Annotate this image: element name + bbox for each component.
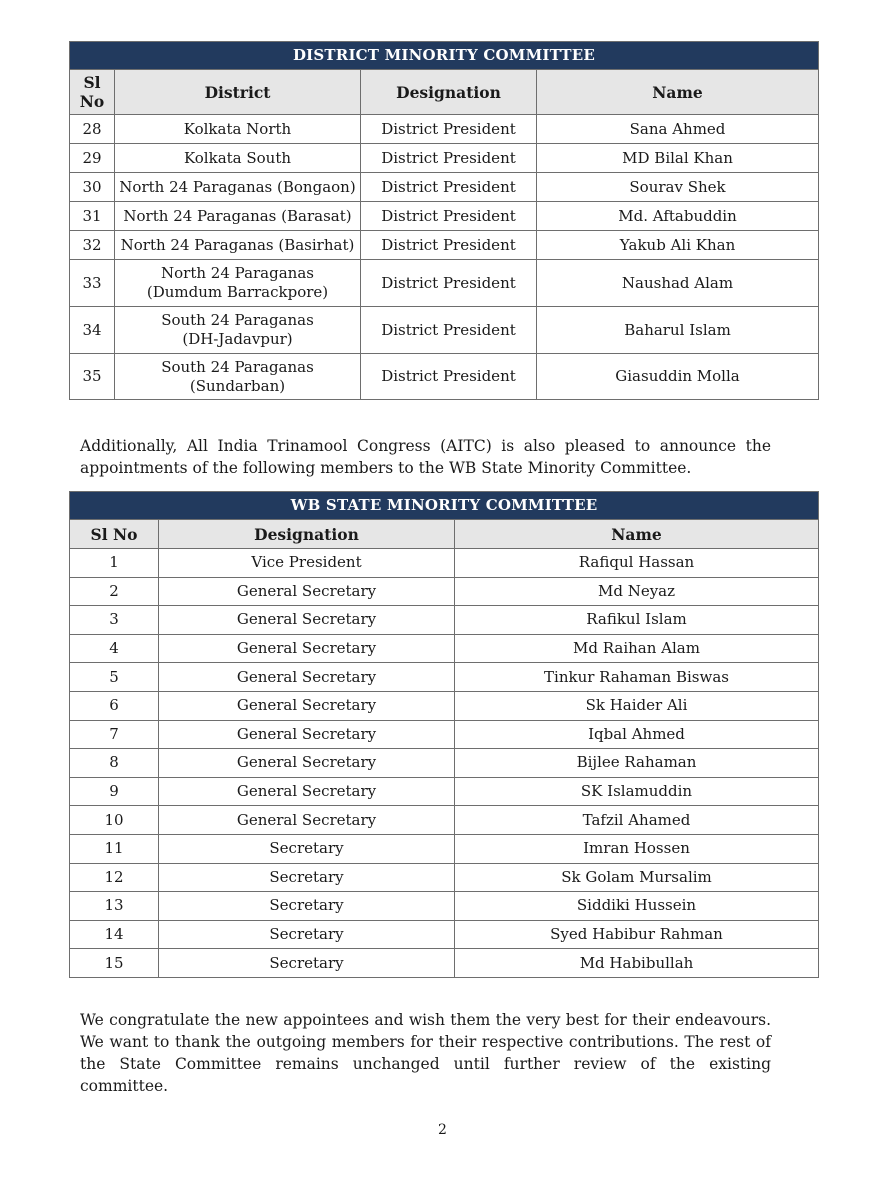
cell-sl: 10	[70, 806, 159, 835]
cell-name: Sk Golam Mursalim	[455, 863, 819, 892]
cell-district: North 24 Paraganas (Bongaon)	[115, 173, 361, 202]
cell-designation: District President	[361, 144, 537, 173]
cell-designation: Secretary	[159, 892, 455, 921]
header-name: Name	[537, 70, 819, 115]
cell-sl: 29	[70, 144, 115, 173]
cell-sl: 28	[70, 115, 115, 144]
header-designation: Designation	[159, 520, 455, 549]
table-row	[70, 663, 819, 692]
table-row	[70, 691, 819, 720]
cell-designation: General Secretary	[159, 691, 455, 720]
cell-name: Rafikul Islam	[455, 606, 819, 635]
header-sl-no-label: Sl No	[79, 73, 105, 111]
cell-sl: 8	[70, 749, 159, 778]
cell-designation: Secretary	[159, 834, 455, 863]
cell-sl: 12	[70, 863, 159, 892]
cell-district: South 24 Paraganas (Sundarban)	[115, 354, 361, 400]
cell-sl: 6	[70, 691, 159, 720]
table-row	[70, 892, 819, 921]
table-row	[70, 777, 819, 806]
cell-sl: 1	[70, 549, 159, 578]
cell-designation: Vice President	[159, 549, 455, 578]
cell-designation: General Secretary	[159, 720, 455, 749]
cell-name: Sourav Shek	[537, 173, 819, 202]
cell-sl: 14	[70, 920, 159, 949]
table-row	[70, 173, 819, 202]
cell-designation: General Secretary	[159, 777, 455, 806]
cell-name: Giasuddin Molla	[537, 354, 819, 400]
cell-designation: General Secretary	[159, 749, 455, 778]
table-row	[70, 231, 819, 260]
state-table-title: WB STATE MINORITY COMMITTEE	[70, 492, 819, 520]
table-row	[70, 115, 819, 144]
cell-name: Yakub Ali Khan	[537, 231, 819, 260]
cell-district: Kolkata South	[115, 144, 361, 173]
cell-name: SK Islamuddin	[455, 777, 819, 806]
page-number: 2	[438, 1122, 447, 1138]
cell-designation: General Secretary	[159, 806, 455, 835]
table-row	[70, 720, 819, 749]
cell-designation: District President	[361, 115, 537, 144]
state-minority-committee-table	[69, 491, 819, 978]
table-row	[70, 634, 819, 663]
table-row	[70, 354, 819, 400]
cell-district: North 24 Paraganas (Barasat)	[115, 202, 361, 231]
cell-sl: 5	[70, 663, 159, 692]
cell-name: Md Raihan Alam	[455, 634, 819, 663]
cell-designation: General Secretary	[159, 606, 455, 635]
cell-name: Baharul Islam	[537, 307, 819, 354]
cell-sl: 9	[70, 777, 159, 806]
cell-name: Iqbal Ahmed	[455, 720, 819, 749]
cell-name: Syed Habibur Rahman	[455, 920, 819, 949]
cell-designation: Secretary	[159, 863, 455, 892]
table-row	[70, 863, 819, 892]
table-row	[70, 307, 819, 354]
table-row	[70, 806, 819, 835]
header-name: Name	[455, 520, 819, 549]
cell-designation: District President	[361, 202, 537, 231]
cell-designation: District President	[361, 260, 537, 307]
cell-district: Kolkata North	[115, 115, 361, 144]
table-row	[70, 549, 819, 578]
table-row	[70, 606, 819, 635]
cell-name: Sana Ahmed	[537, 115, 819, 144]
cell-district: South 24 Paraganas (DH-Jadavpur)	[115, 307, 361, 354]
cell-name: Siddiki Hussein	[455, 892, 819, 921]
cell-sl: 3	[70, 606, 159, 635]
cell-sl: 32	[70, 231, 115, 260]
cell-designation: General Secretary	[159, 663, 455, 692]
cell-sl: 34	[70, 307, 115, 354]
table-row	[70, 577, 819, 606]
cell-sl: 35	[70, 354, 115, 400]
cell-designation: Secretary	[159, 920, 455, 949]
header-district: District	[115, 70, 361, 115]
closing-paragraph: We congratulate the new appointees and wish them the very best for their endeavours. We want to thank the outgoing members for their respective contributions. The rest of the State Committee remains unchanged until further review of the existing committee.	[80, 1011, 771, 1095]
cell-designation: District President	[361, 307, 537, 354]
cell-sl: 13	[70, 892, 159, 921]
cell-sl: 30	[70, 173, 115, 202]
district-minority-committee-table	[69, 41, 819, 400]
cell-sl: 2	[70, 577, 159, 606]
cell-name: Md. Aftabuddin	[537, 202, 819, 231]
cell-designation: District President	[361, 231, 537, 260]
cell-name: Sk Haider Ali	[455, 691, 819, 720]
cell-name: Tafzil Ahamed	[455, 806, 819, 835]
table-row	[70, 144, 819, 173]
table-row	[70, 920, 819, 949]
cell-designation: General Secretary	[159, 577, 455, 606]
district-table-title: DISTRICT MINORITY COMMITTEE	[70, 42, 819, 70]
cell-designation: General Secretary	[159, 634, 455, 663]
header-sl-no: Sl No	[70, 520, 159, 549]
cell-sl: 7	[70, 720, 159, 749]
cell-sl: 31	[70, 202, 115, 231]
cell-designation: District President	[361, 173, 537, 202]
cell-sl: 11	[70, 834, 159, 863]
intro-paragraph: Additionally, All India Trinamool Congress (AITC) is also pleased to announce the appointments of the following members to the WB State Minority Committee.	[80, 437, 771, 477]
header-sl-no	[70, 70, 115, 115]
table-row	[70, 949, 819, 978]
cell-district: North 24 Paraganas (Basirhat)	[115, 231, 361, 260]
cell-designation: Secretary	[159, 949, 455, 978]
cell-name: Rafiqul Hassan	[455, 549, 819, 578]
table-row	[70, 834, 819, 863]
table-row	[70, 260, 819, 307]
cell-name: Md Habibullah	[455, 949, 819, 978]
cell-name: Bijlee Rahaman	[455, 749, 819, 778]
cell-name: Tinkur Rahaman Biswas	[455, 663, 819, 692]
cell-name: Naushad Alam	[537, 260, 819, 307]
cell-designation: District President	[361, 354, 537, 400]
cell-name: Md Neyaz	[455, 577, 819, 606]
cell-sl: 4	[70, 634, 159, 663]
table-row	[70, 202, 819, 231]
cell-name: MD Bilal Khan	[537, 144, 819, 173]
cell-sl: 15	[70, 949, 159, 978]
header-designation: Designation	[361, 70, 537, 115]
cell-name: Imran Hossen	[455, 834, 819, 863]
cell-district: North 24 Paraganas (Dumdum Barrackpore)	[115, 260, 361, 307]
table-row	[70, 749, 819, 778]
cell-sl: 33	[70, 260, 115, 307]
